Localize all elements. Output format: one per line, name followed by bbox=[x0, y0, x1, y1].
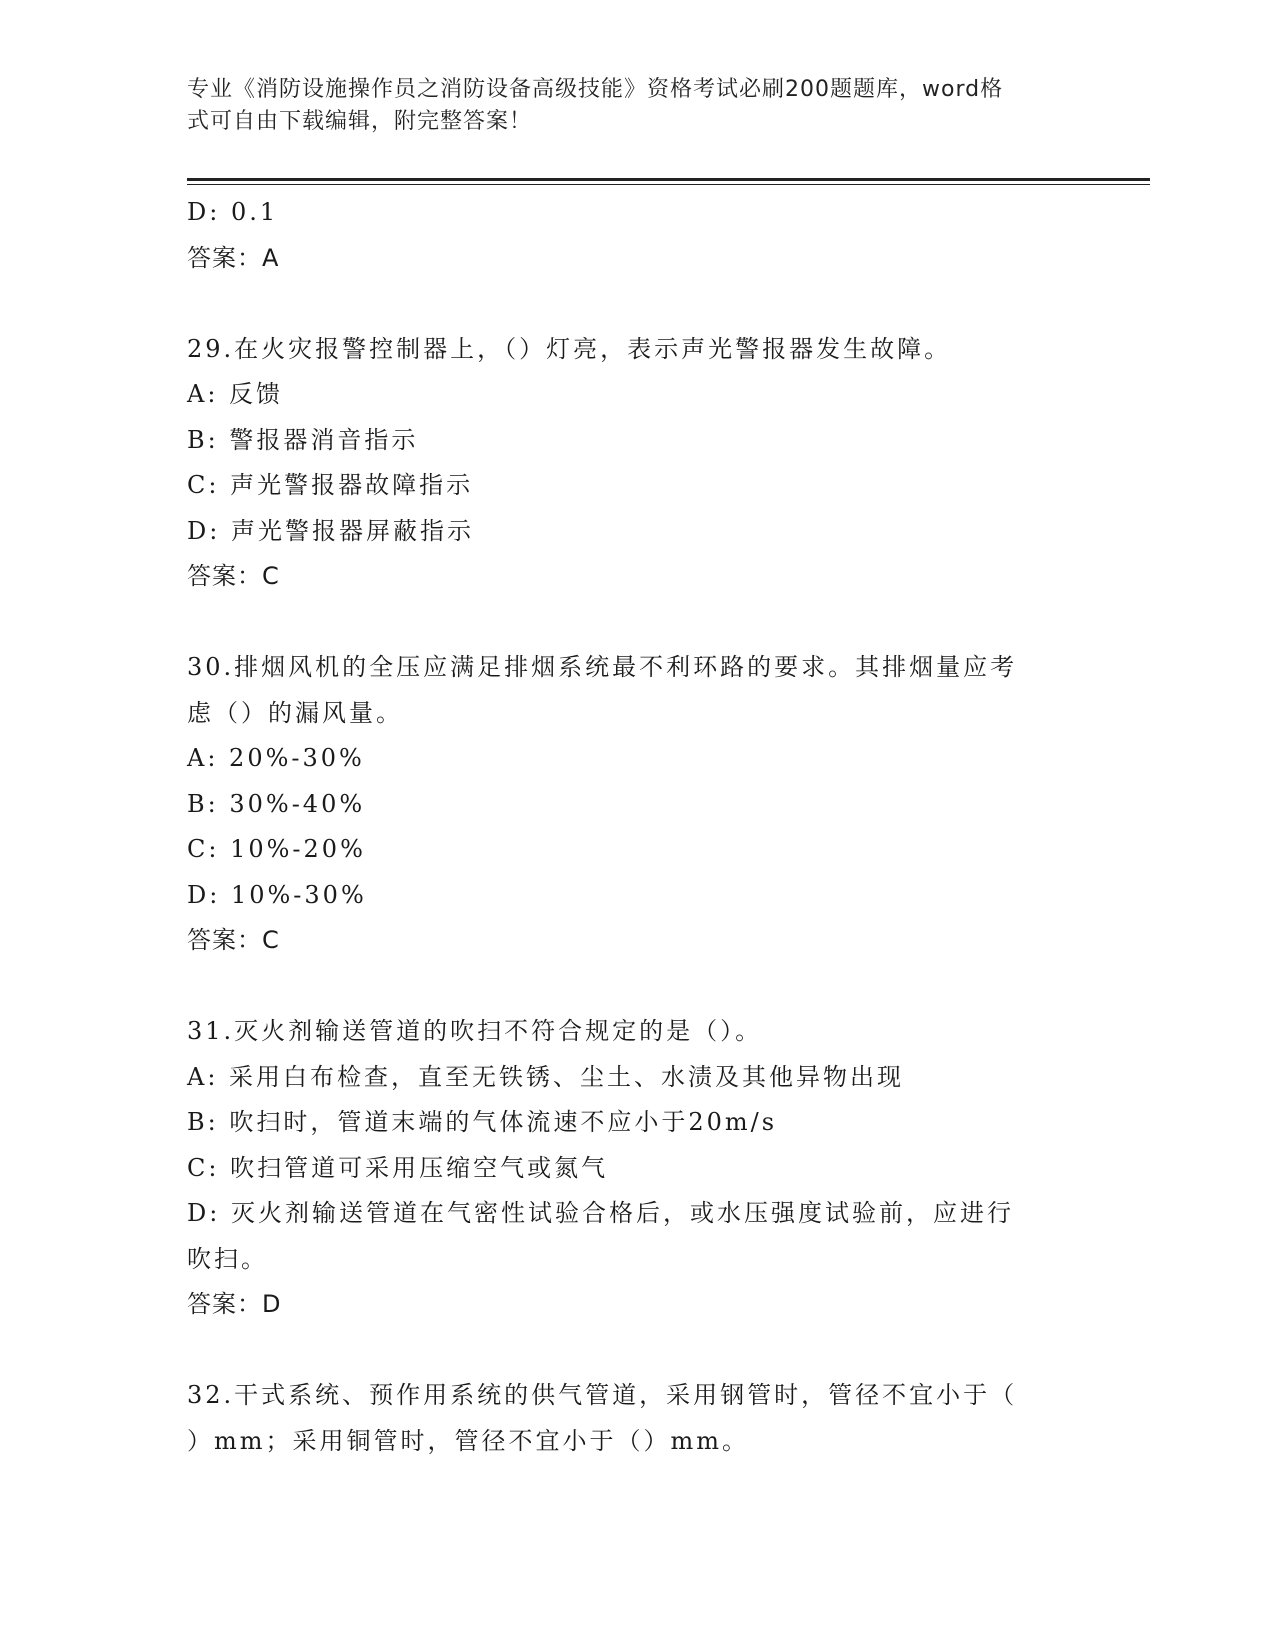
option-d: D: 声光警报器屏蔽指示 bbox=[187, 516, 474, 545]
answer: 答案：C bbox=[187, 562, 280, 590]
option-d-line-2: 吹扫。 bbox=[187, 1244, 268, 1273]
spacer bbox=[187, 600, 1087, 646]
spacer bbox=[187, 964, 1087, 1010]
answer: 答案：C bbox=[187, 926, 280, 954]
option-d-line-1: D: 灭火剂输送管道在气密性试验合格后，或水压强度试验前，应进行 bbox=[187, 1199, 1014, 1227]
spacer bbox=[187, 1328, 1087, 1374]
question-title-line-2: ）mm；采用铜管时，管径不宜小于（）mm。 bbox=[187, 1426, 750, 1455]
answer: 答案：A bbox=[187, 243, 280, 272]
option-a: A: 反馈 bbox=[187, 380, 284, 408]
question-title: 31.灭火剂输送管道的吹扫不符合规定的是（）。 bbox=[187, 1017, 763, 1045]
question-30 bbox=[187, 645, 1087, 964]
option-d: D: 10%-30% bbox=[187, 880, 367, 909]
question-title-line-1: 30.排烟风机的全压应满足排烟系统最不利环路的要求。其排烟量应考 bbox=[187, 653, 1018, 681]
header-rule-thin bbox=[187, 184, 1150, 185]
option-b: B: 吹扫时，管道末端的气体流速不应小于20m/s bbox=[187, 1108, 778, 1136]
question-title-line-2: 虑（）的漏风量。 bbox=[187, 698, 403, 727]
answer: 答案：D bbox=[187, 1290, 282, 1318]
spacer bbox=[187, 281, 1087, 327]
question-title: 29.在火灾报警控制器上，（）灯亮，表示声光警报器发生故障。 bbox=[187, 334, 952, 363]
question-29 bbox=[187, 327, 1087, 600]
document-body bbox=[187, 190, 1087, 1464]
option-b: B: 警报器消音指示 bbox=[187, 425, 419, 454]
question-31 bbox=[187, 1009, 1087, 1328]
page-header bbox=[187, 74, 1087, 138]
option-d: D: 0.1 bbox=[187, 198, 279, 226]
question-title-line-1: 32.干式系统、预作用系统的供气管道，采用钢管时，管径不宜小于（ bbox=[187, 1381, 1018, 1409]
option-a: A: 采用白布检查，直至无铁锈、尘土、水渍及其他异物出现 bbox=[187, 1062, 905, 1091]
option-c: C: 10%-20% bbox=[187, 835, 366, 863]
header-line-1: 专业《消防设施操作员之消防设备高级技能》资格考试必刷200题题库，word格 bbox=[187, 77, 1004, 102]
question-32 bbox=[187, 1373, 1087, 1464]
option-c: C: 声光警报器故障指示 bbox=[187, 471, 474, 499]
header-line-2: 式可自由下载编辑，附完整答案！ bbox=[187, 109, 533, 134]
option-a: A: 20%-30% bbox=[187, 744, 365, 772]
option-b: B: 30%-40% bbox=[187, 789, 366, 818]
option-c: C: 吹扫管道可采用压缩空气或氮气 bbox=[187, 1153, 609, 1182]
header-rule-thick bbox=[187, 178, 1150, 181]
